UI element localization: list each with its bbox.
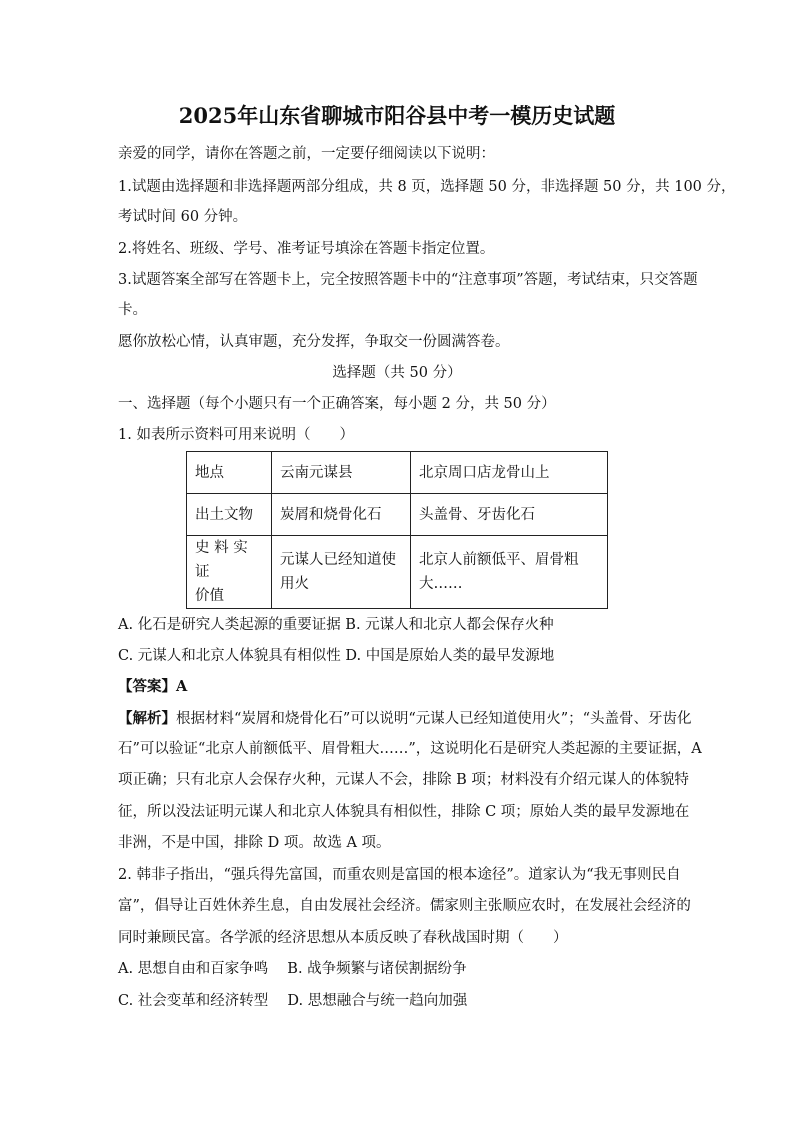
table-row — [187, 494, 608, 536]
q2-options-cd: C. 社会变革和经济转型 D. 思想融合与统一趋向加强 — [118, 993, 468, 1009]
q1-options-ab: A. 化石是研究人类起源的重要证据 B. 元谋人和北京人都会保存火种 — [118, 617, 554, 633]
cell-line: 大…… — [419, 576, 463, 592]
q2-stem-line-1: 2. 韩非子指出，“强兵得先富国，而重农则是富国的根本途径”。道家认为“我无事则民自 — [118, 867, 681, 883]
intro-line-1a: 1.试题由选择题和非选择题两部分组成，共 8 页，选择题 50 分，非选择题 50 分，共 100 分， — [118, 179, 736, 195]
page-title: 2025年山东省聊城市阳谷县中考一模历史试题 — [178, 103, 616, 128]
cell-line: 用火 — [280, 576, 309, 592]
q1-analysis-line-2: 石”可以验证“北京人前额低平、眉骨粗大……”，这说明化石是研究人类起源的主要证据，A — [118, 741, 702, 757]
q1-data-table — [186, 451, 608, 609]
q1-analysis-line-4: 征，所以没法证明元谋人和北京人体貌具有相似性，排除 C 项；原始人类的最早发源地在 — [118, 804, 690, 820]
intro-line-3b: 卡。 — [118, 302, 147, 318]
intro-wish: 愿你放松心情，认真审题，充分发挥，争取交一份圆满答卷。 — [118, 334, 510, 350]
table-row — [187, 452, 608, 494]
answer-label: 【答案】 — [118, 678, 176, 695]
q1-analysis-line-5: 非洲，不是中国，排除 D 项。故选 A 项。 — [118, 835, 391, 851]
table-cell — [411, 536, 608, 609]
intro-line-1b: 考试时间 60 分钟。 — [118, 209, 248, 225]
cell-line: 元谋人已经知道使 — [280, 552, 396, 568]
table-cell — [272, 536, 411, 609]
table-cell: 出土文物 — [187, 494, 272, 536]
intro-line-3a: 3.试题答案全部写在答题卡上，完全按照答题卡中的“注意事项”答题，考试结束，只交答题 — [118, 272, 698, 288]
answer-value: A — [176, 678, 188, 695]
q2-stem-line-3: 同时兼顾民富。各学派的经济思想从本质反映了春秋战国时期（ ） — [118, 930, 568, 946]
table-cell: 炭屑和烧骨化石 — [272, 494, 411, 536]
table-cell: 北京周口店龙骨山上 — [411, 452, 608, 494]
intro-greeting: 亲爱的同学，请你在答题之前，一定要仔细阅读以下说明： — [118, 146, 495, 162]
q2-stem-line-2: 富”，倡导让百姓休养生息，自由发展社会经济。儒家则主张顺应农时，在发展社会经济的 — [118, 898, 691, 914]
table-row — [187, 536, 608, 609]
q1-analysis-line-1 — [118, 710, 692, 728]
q1-answer — [118, 678, 678, 696]
cell-line: 史 料 实 证 — [195, 540, 248, 580]
table-cell — [187, 536, 272, 609]
q2-options-ab: A. 思想自由和百家争鸣 B. 战争频繁与诸侯割据纷争 — [118, 961, 467, 977]
analysis-text: 根据材料“炭屑和烧骨化石”可以说明“元谋人已经知道使用火”；“头盖骨、牙齿化 — [176, 711, 692, 727]
section-heading: 选择题（共 50 分） — [332, 365, 462, 381]
cell-line: 北京人前额低平、眉骨粗 — [419, 552, 579, 568]
table-cell: 云南元谋县 — [272, 452, 411, 494]
table-cell: 头盖骨、牙齿化石 — [411, 494, 608, 536]
table-cell: 地点 — [187, 452, 272, 494]
cell-line: 价值 — [195, 588, 224, 604]
q1-options-cd: C. 元谋人和北京人体貌具有相似性 D. 中国是原始人类的最早发源地 — [118, 648, 555, 664]
analysis-label: 【解析】 — [118, 710, 176, 727]
q1-analysis-line-3: 项正确；只有北京人会保存火种，元谋人不会，排除 B 项；材料没有介绍元谋人的体貌特 — [118, 772, 689, 788]
section-instruction: 一、选择题（每个小题只有一个正确答案，每小题 2 分，共 50 分） — [118, 396, 556, 412]
q1-stem: 1. 如表所示资料可用来说明（ ） — [118, 427, 354, 443]
intro-line-2: 2.将姓名、班级、学号、准考证号填涂在答题卡指定位置。 — [118, 241, 495, 257]
